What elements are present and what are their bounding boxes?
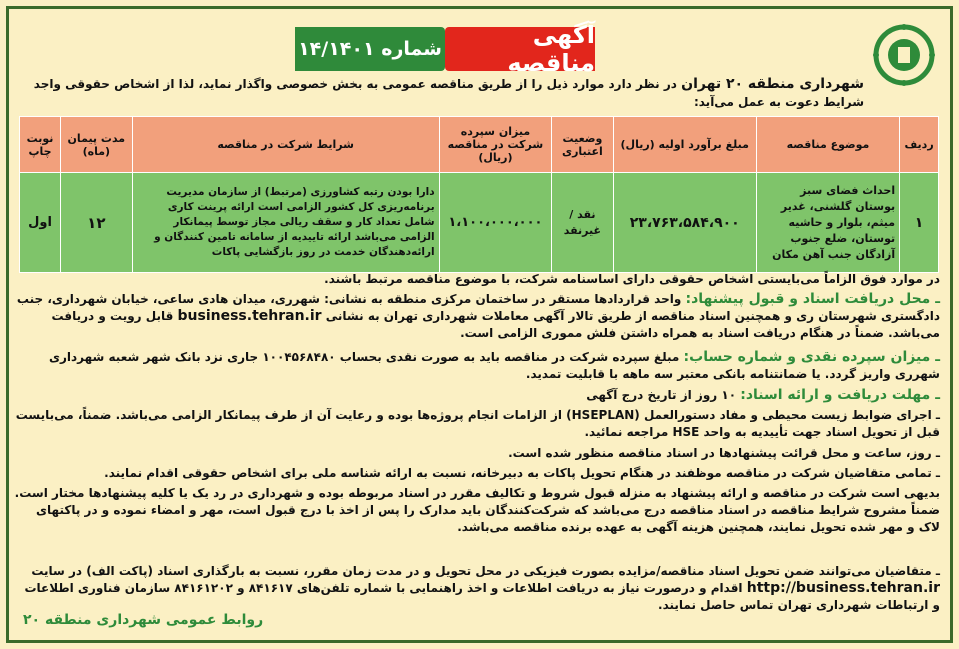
note-paragraph: در موارد فوق الزاماً می‌بایستی اشخاص حقوقی دارای اساسنامه شرکت، با موضوع مناقصه مرتبط باشند.: [324, 272, 940, 286]
section-deadline-text: ۱۰ روز از تاریخ درج آگهی: [586, 388, 737, 402]
business-site-link[interactable]: http://business.tehran.ir: [746, 580, 940, 596]
intro-text: در نظر دارد موارد ذیل را از طریق مناقصه عمومی به بخش خصوصی واگذار نماید، لذا از اشخاص حقوقی واجد شرایط دعوت به عمل می‌آید:: [33, 77, 864, 109]
footer-signature: روابط عمومی شهرداری منطقه ۲۰: [23, 612, 264, 628]
cell-row-no: ۱: [900, 173, 939, 273]
intro-paragraph: [14, 75, 864, 111]
section-terms: بدیهی است شرکت در مناقصه و ارائه پیشنهاد به منزله قبول شروط و تکالیف مقرر در اسناد مربوطه بوده و شهرداری در رد یک یا کلیه پیشنهادها مختار است. ضمناً مشروح شرایط مناقصه در اسناد مناقصه درج می‌باشد که شرکت‌کنندگان باید مدارک را پس از اخذ با درج قبول است، مهر و امضاء نموده و در پاکتهای لاک و مهر شده تحویل نمایند، همچنین هزینه آگهی به عهده برنده مناقصه می‌باشد.: [14, 486, 940, 534]
municipality-logo-icon: [872, 23, 936, 87]
cell-print: اول: [20, 173, 61, 273]
section-documents: [14, 291, 940, 342]
table-header-row: [20, 117, 939, 173]
cell-conditions: دارا بودن رتبه کشاورزی (مرتبط) از سازمان مدیریت برنامه‌ریزی کل کشور الزامی است ارائه پرینت کاری شامل تعداد کار و سقف ریالی مجاز توسط پیمانکار الزامی می‌باشد ارائه تاییدیه از سامانه تامین کنندگان و ارائه‌دهندگان خدمت در روز بازگشایی پاکات: [132, 173, 439, 273]
intro-org: شهرداری منطقه ۲۰ تهران: [681, 76, 864, 92]
section-deposit-text: مبلغ سپرده شرکت در مناقصه باید به صورت نقدی بحساب ۱۰۰۴۵۶۸۴۸۰ جاری نزد بانک شهر شعبه شهرداری شهرری واریز گردد. یا ضمانتنامه بانکی معتبر سه ماهه با قابلیت تمدید.: [48, 350, 940, 381]
title-tender: آگهی مناقصه: [445, 27, 595, 71]
tender-notice: [6, 6, 953, 643]
section-deposit: [14, 349, 940, 383]
cell-credit: نقد / غیرنقد: [552, 173, 613, 273]
section-opening: ـ روز، ساعت و محل قرائت پیشنهادها در اسناد مناقصه منظور شده است.: [508, 446, 940, 460]
header-conditions: شرایط شرکت در مناقصه: [132, 117, 439, 173]
section-documents-heading: ـ محل دریافت اسناد و قبول پیشنهاد:: [685, 291, 940, 307]
section-upload: [14, 563, 940, 614]
section-deadline-heading: ـ مهلت دریافت و ارائه اسناد:: [740, 387, 940, 403]
cell-estimate: ۲۳،۷۶۳،۵۸۴،۹۰۰: [613, 173, 756, 273]
header-credit: وضعیت اعتباری: [552, 117, 613, 173]
section-deadline: [14, 387, 940, 404]
section-upload-text-b: اقدام و درصورت نیاز به دریافت اطلاعات و اخذ راهنمایی با شماره تلفن‌های ۸۴۱۶۱۷ و ۸۴۱۶۱۲۰۲ سازمان فناوری اطلاعات و ارتباطات شهرداری تهران تماس حاصل نمایند.: [24, 581, 940, 612]
cell-subject: احداث فضای سبز بوستان گلشنی، غدیر میثم، بلوار و حاشیه توستان، ضلع جنوب آزادگان جنب آهن مکان: [756, 173, 899, 273]
notice-title: [295, 21, 595, 77]
business-url-link[interactable]: business.tehran.ir: [177, 308, 322, 324]
header-print: نوبت چاپ: [20, 117, 61, 173]
table-row: [20, 173, 939, 273]
header-deposit: میزان سپرده شرکت در مناقصه (ریال): [439, 117, 552, 173]
header-duration: مدت پیمان (ماه): [61, 117, 133, 173]
header-row-no: ردیف: [900, 117, 939, 173]
section-documents-text: واحد قراردادها مستقر در ساختمان مرکزی منطقه به نشانی: شهرری، میدان هادی ساعی، خیابان شهرداری، جنب دادگستری شهرستان ری و همچنین اسناد مناقصه از طریق تالار آگهی معاملات شهرداری تهران به نشانی: [16, 292, 940, 323]
header-subject: موضوع مناقصه: [756, 117, 899, 173]
section-deposit-heading: ـ میزان سپرده نقدی و شماره حساب:: [683, 349, 940, 365]
section-national-id: ـ تمامی متقاضیان شرکت در مناقصه موظفند در هنگام تحویل پاکات به دبیرخانه، نسبت به ارائه شناسه ملی برای اشخاص حقوقی اقدام نمایند.: [104, 466, 940, 480]
header-estimate: مبلغ برآورد اولیه (ریال): [613, 117, 756, 173]
cell-duration: ۱۲: [61, 173, 133, 273]
tender-table: [19, 116, 939, 273]
title-number: شماره ۱۴/۱۴۰۱: [295, 27, 445, 71]
cell-deposit: ۱،۱۰۰،۰۰۰،۰۰۰: [439, 173, 552, 273]
section-documents-tail: قابل رویت و دریافت می‌باشد. ضمناً در هنگام دریافت اسناد به همراه داشتن فلش مموری الزامی است.: [51, 309, 940, 340]
section-hse: ـ اجرای ضوابط زیست محیطی و مفاد دستورالعمل (HSEPLAN) از الزامات انجام پروژه‌ها بوده و رعایت آن از طرف پیمانکار الزامی می‌باشد. ضمناً، می‌بایست قبل از تحویل اسناد جهت تأییدیه به واحد HSE مراجعه نمائید.: [15, 408, 940, 439]
section-upload-text-a: ـ متقاضیان می‌توانند ضمن تحویل اسناد مناقصه/مزایده بصورت فیزیکی در محل تحویل و در مدت زمان مقرر، نسبت به بارگذاری اسناد (پاکت الف) در سایت: [31, 564, 940, 578]
